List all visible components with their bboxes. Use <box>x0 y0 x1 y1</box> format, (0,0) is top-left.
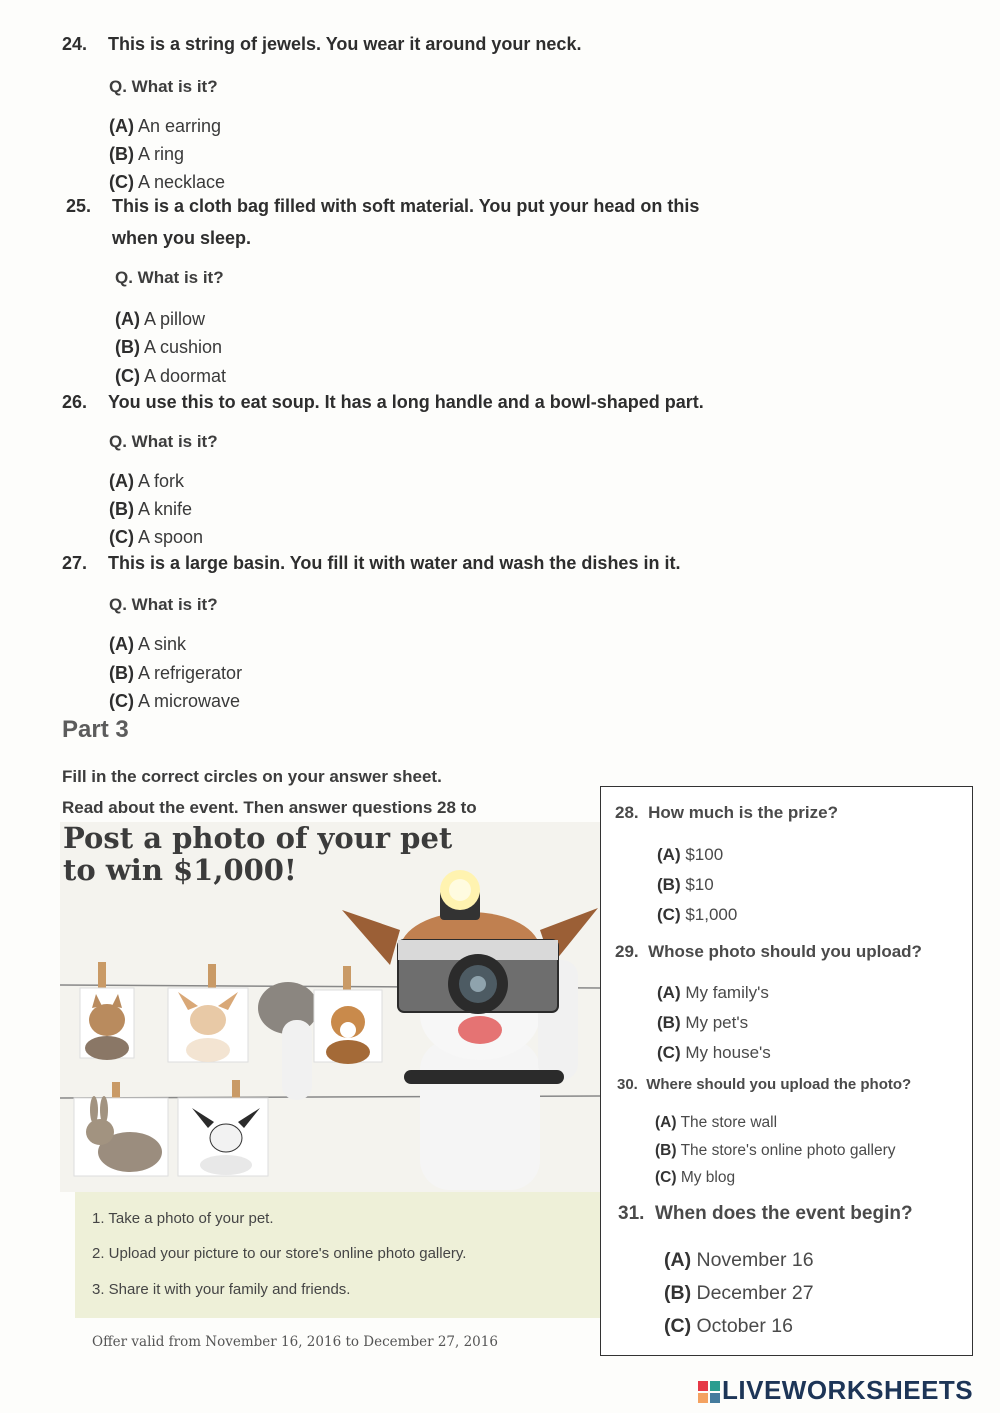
raised-paw <box>258 982 318 1100</box>
papillon-photo <box>178 1098 268 1176</box>
option-b[interactable]: (B) My pet's <box>657 1013 749 1032</box>
question-stem: 28. How much is the prize? <box>615 803 838 822</box>
logo-text: LIVEWORKSHEETS <box>722 1375 974 1405</box>
option-b[interactable]: (B) A knife <box>109 499 193 519</box>
pet-illustration <box>60 870 600 1190</box>
option-c[interactable]: (C) A microwave <box>109 691 241 711</box>
question-stem: 29. Whose photo should you upload? <box>615 942 922 961</box>
question-stem: 27. This is a large basin. You fill it with water and wash the dishes in it. <box>62 553 681 573</box>
instruction-line-2: Read about the event. Then answer questions 28 to <box>62 798 477 817</box>
part-heading: Part 3 <box>62 716 129 743</box>
question-stem: 25. This is a cloth bag filled with soft material. You put your head on this <box>66 196 700 216</box>
questions-panel <box>600 786 973 1356</box>
question-stem: 30. Where should you upload the photo? <box>617 1076 912 1093</box>
question-stem: 31. When does the event begin? <box>618 1203 913 1224</box>
option-a[interactable]: (A) $100 <box>657 845 724 864</box>
kitten-photo <box>80 988 134 1060</box>
option-c[interactable]: (C) A doormat <box>115 366 227 386</box>
instruction-line-1: Fill in the correct circles on your answer sheet. <box>62 767 442 786</box>
option-c[interactable]: (C) A necklace <box>109 172 226 192</box>
beagle-photo <box>314 990 382 1064</box>
option-c[interactable]: (C) October 16 <box>664 1315 793 1337</box>
chihuahua-photo <box>168 988 248 1062</box>
option-c[interactable]: (C) My blog <box>655 1169 736 1186</box>
option-a[interactable]: (A) An earring <box>109 116 222 136</box>
rabbit-photo <box>74 1096 168 1176</box>
question-prompt: Q. What is it? <box>115 268 224 287</box>
question-stem: 24. This is a string of jewels. You wear it around your neck. <box>62 34 582 54</box>
option-a[interactable]: (A) A sink <box>109 634 187 654</box>
option-b[interactable]: (B) December 27 <box>664 1282 814 1304</box>
step-3: 3. Share it with your family and friends. <box>92 1281 351 1298</box>
option-c[interactable]: (C) A spoon <box>109 527 204 547</box>
option-a[interactable]: (A) A pillow <box>115 309 206 329</box>
step-2: 2. Upload your picture to our store's online photo gallery. <box>92 1245 467 1262</box>
option-a[interactable]: (A) A fork <box>109 471 185 491</box>
option-b[interactable]: (B) A cushion <box>115 337 223 357</box>
option-b[interactable]: (B) A ring <box>109 144 185 164</box>
question-prompt: Q. What is it? <box>109 595 218 614</box>
option-c[interactable]: (C) $1,000 <box>657 905 738 924</box>
offer-validity: Offer valid from November 16, 2016 to December 27, 2016 <box>92 1334 498 1350</box>
option-a[interactable]: (A) November 16 <box>664 1249 814 1271</box>
step-1: 1. Take a photo of your pet. <box>92 1210 274 1227</box>
question-stem: 26. You use this to eat soup. It has a long handle and a bowl-shaped part. <box>62 392 704 412</box>
steps-panel <box>75 1192 600 1318</box>
logo-icon <box>698 1381 720 1403</box>
option-b[interactable]: (B) A refrigerator <box>109 663 243 683</box>
option-b[interactable]: (B) $10 <box>657 875 714 894</box>
option-a[interactable]: (A) My family's <box>657 983 769 1002</box>
option-c[interactable]: (C) My house's <box>657 1043 771 1062</box>
poster-title: Post a photo of your pet to win $1,000! <box>63 821 453 887</box>
question-prompt: Q. What is it? <box>109 432 218 451</box>
question-prompt: Q. What is it? <box>109 77 218 96</box>
option-a[interactable]: (A) The store wall <box>655 1114 778 1131</box>
question-stem-line2: when you sleep. <box>112 228 252 248</box>
option-b[interactable]: (B) The store's online photo gallery <box>655 1142 896 1159</box>
